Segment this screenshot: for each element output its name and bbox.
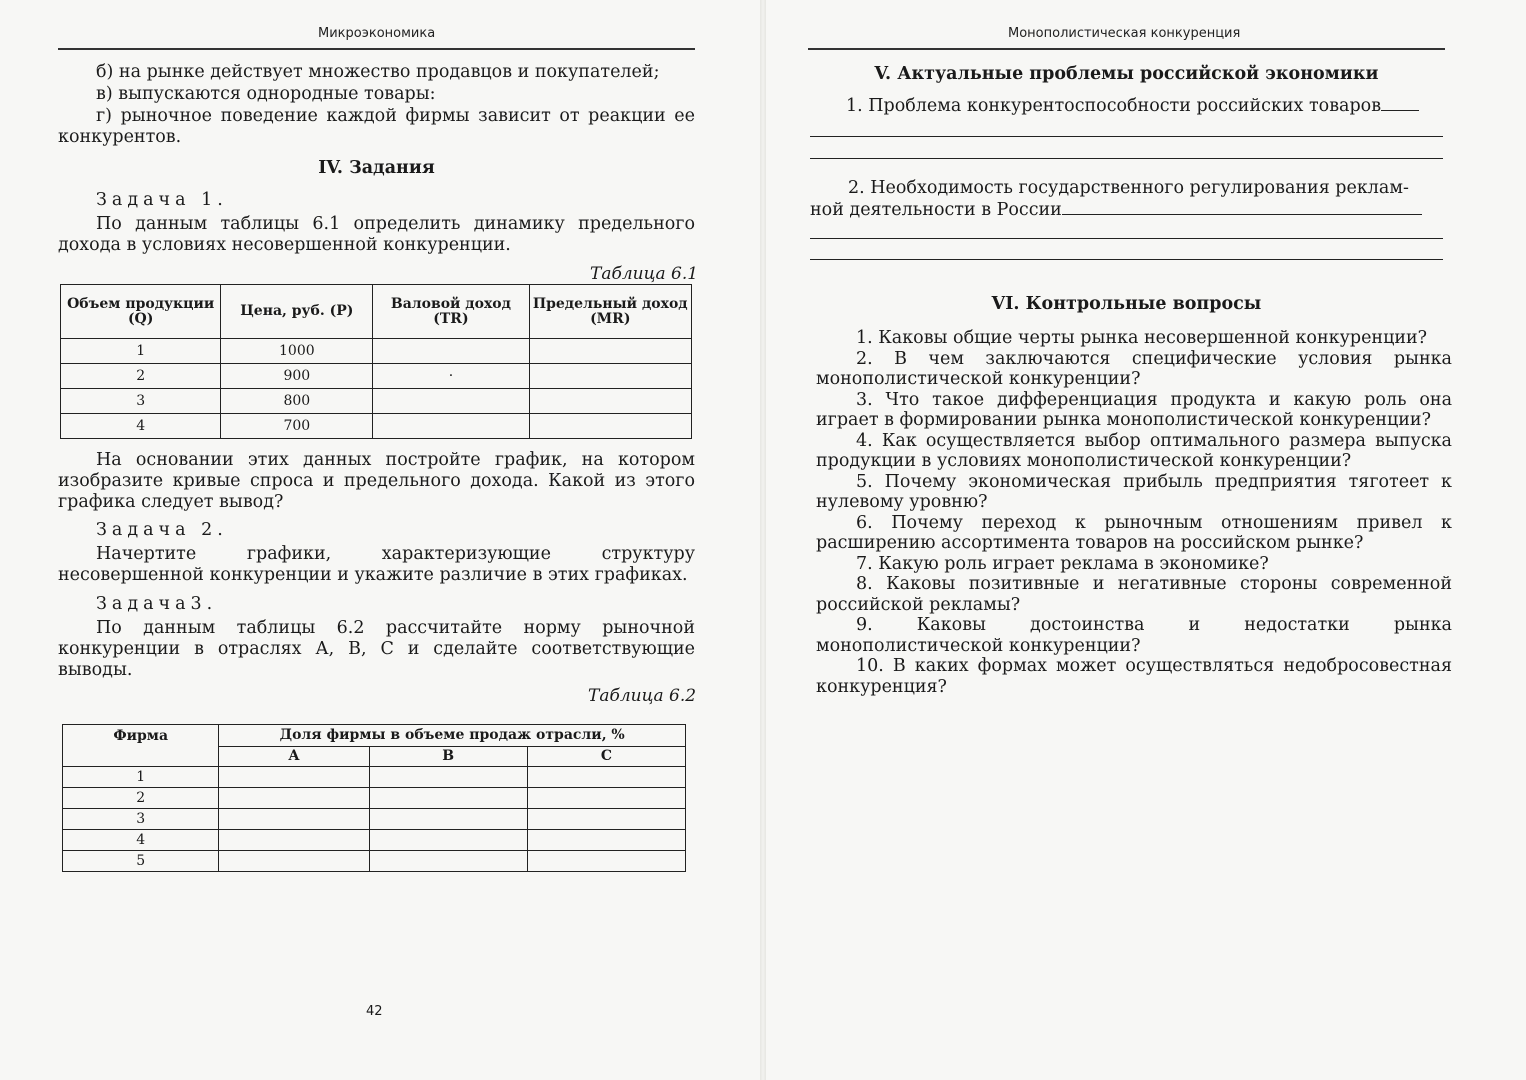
answer-line[interactable] — [810, 158, 1443, 159]
table1-cell: 1000 — [221, 339, 373, 364]
table2-caption: Таблица 6.2 — [588, 686, 697, 706]
problem-1 — [846, 96, 1446, 117]
answer-line[interactable] — [810, 136, 1443, 137]
question-item: 1. Каковы общие черты рынка несовершенной конкуренции? — [856, 328, 1428, 348]
table2-firm-cell: 5 — [63, 851, 219, 872]
table-row — [61, 389, 692, 414]
table-6-2 — [62, 724, 686, 872]
table-row — [61, 339, 692, 364]
table1-header-mr: Предельный доход (MR) — [529, 285, 691, 339]
table1-cell: 1 — [61, 339, 221, 364]
running-head-left: Микроэкономика — [318, 26, 436, 41]
right-page — [766, 0, 1526, 1080]
section-title-questions: VI. Контрольные вопросы — [991, 294, 1262, 314]
problem-2-line2 — [810, 200, 1444, 221]
table2-firm-cell: 4 — [63, 830, 219, 851]
table2-firm-cell: 1 — [63, 767, 219, 788]
question-item: 5. Почему экономическая прибыль предприятия тяготеет к нулевому уровню? — [816, 471, 1452, 512]
table1-header-q: Объем продукции (Q) — [61, 285, 221, 339]
blank-fill[interactable] — [1381, 110, 1419, 111]
question-item: 7. Какую роль играет реклама в экономике? — [856, 553, 1269, 574]
question-item: 9. Каковы достоинства и недостатки рынка монополистической конкуренции? — [816, 615, 1452, 656]
table2-header-c: С — [527, 747, 685, 767]
table1-header-p: Цена, руб. (P) — [221, 285, 373, 339]
list-item-g: г) рыночное поведение каждой фирмы зависит от реакции ее конкурентов. — [58, 106, 695, 147]
section-title-problems: V. Актуальные проблемы российской экономики — [874, 64, 1379, 84]
table1-cell: 700 — [221, 414, 373, 439]
table-6-1 — [60, 284, 692, 439]
question-item: 6. Почему переход к рыночным отношениям привел к расширению ассортимента товаров на российском рынке? — [816, 512, 1452, 553]
table1-cell: · — [373, 364, 529, 389]
task3-label: Задача3. — [96, 594, 218, 614]
header-rule-left — [58, 48, 695, 50]
task1-label: Задача 1. — [96, 190, 228, 210]
table2-firm-cell: 2 — [63, 788, 219, 809]
table-row — [63, 809, 686, 830]
table1-cell — [373, 339, 529, 364]
table-row — [63, 788, 686, 809]
question-item: 10. В каких формах может осуществляться недобросовестная конкуренция? — [816, 656, 1452, 697]
table1-cell — [529, 339, 691, 364]
header-rule-right — [808, 48, 1445, 50]
questions-list — [816, 328, 1452, 697]
answer-line[interactable] — [810, 259, 1443, 260]
table1-cell — [529, 364, 691, 389]
blank-fill[interactable] — [1062, 214, 1422, 215]
list-item-v: в) выпускаются однородные товары: — [96, 84, 436, 104]
task1-text: По данным таблицы 6.1 определить динамику предельного дохода в условиях несовершенной конкуренции. — [58, 214, 695, 255]
task2-text: Начертите графики, характеризующие структуру несовершенной конкуренции и укажите различие в этих графиках. — [58, 544, 695, 585]
left-page — [0, 0, 760, 1080]
problem-2-line1: 2. Необходимость государственного регулирования реклам- — [848, 178, 1409, 198]
table1-cell: 3 — [61, 389, 221, 414]
table1-caption: Таблица 6.1 — [590, 264, 699, 284]
page-number: 42 — [366, 1004, 383, 1019]
table2-header-a: А — [219, 747, 369, 767]
table-row — [63, 767, 686, 788]
table-row — [61, 414, 692, 439]
table-row — [63, 830, 686, 851]
section-title-tasks: IV. Задания — [318, 158, 435, 178]
question-item: 3. Что такое дифференциация продукта и какую роль она играет в формировании рынка монополистической конкуренции? — [816, 389, 1452, 430]
question-item: 4. Как осуществляется выбор оптимального размера выпуска продукции в условиях монополистической конкуренции? — [816, 430, 1452, 471]
running-head-right: Монополистическая конкуренция — [1008, 26, 1241, 41]
question-item: 2. В чем заключаются специфические условия рынка монополистической конкуренции? — [816, 348, 1452, 389]
table2-header-firm: Фирма — [63, 725, 219, 767]
table1-cell — [529, 389, 691, 414]
task1-after-text: На основании этих данных постройте график, на котором изобразите кривые спроса и предельного дохода. Какой из этого графика следует вывод? — [58, 450, 695, 512]
table1-cell: 2 — [61, 364, 221, 389]
table1-cell: 800 — [221, 389, 373, 414]
problem-1-text: 1. Проблема конкурентоспособности российских товаров — [846, 96, 1382, 116]
table-row — [63, 851, 686, 872]
task2-label: Задача 2. — [96, 520, 228, 540]
table2-firm-cell: 3 — [63, 809, 219, 830]
table1-header-tr: Валовой доход (TR) — [373, 285, 529, 339]
answer-line[interactable] — [810, 238, 1443, 239]
task3-text: По данным таблицы 6.2 рассчитайте норму рыночной конкуренции в отраслях А, В, С и сделайте соответствующие выводы. — [58, 618, 695, 680]
table2-header-b: В — [369, 747, 527, 767]
problem-2-text: ной деятельности в России — [810, 200, 1062, 220]
table-row — [61, 364, 692, 389]
table1-cell — [373, 389, 529, 414]
question-item: 8. Каковы позитивные и негативные стороны современной российской рекламы? — [816, 574, 1452, 615]
list-item-b: б) на рынке действует множество продавцов и покупателей; — [96, 62, 660, 82]
table1-cell: 900 — [221, 364, 373, 389]
table1-cell — [373, 414, 529, 439]
table2-header-share: Доля фирмы в объеме продаж отрасли, % — [219, 725, 686, 747]
table1-cell — [529, 414, 691, 439]
table1-cell: 4 — [61, 414, 221, 439]
